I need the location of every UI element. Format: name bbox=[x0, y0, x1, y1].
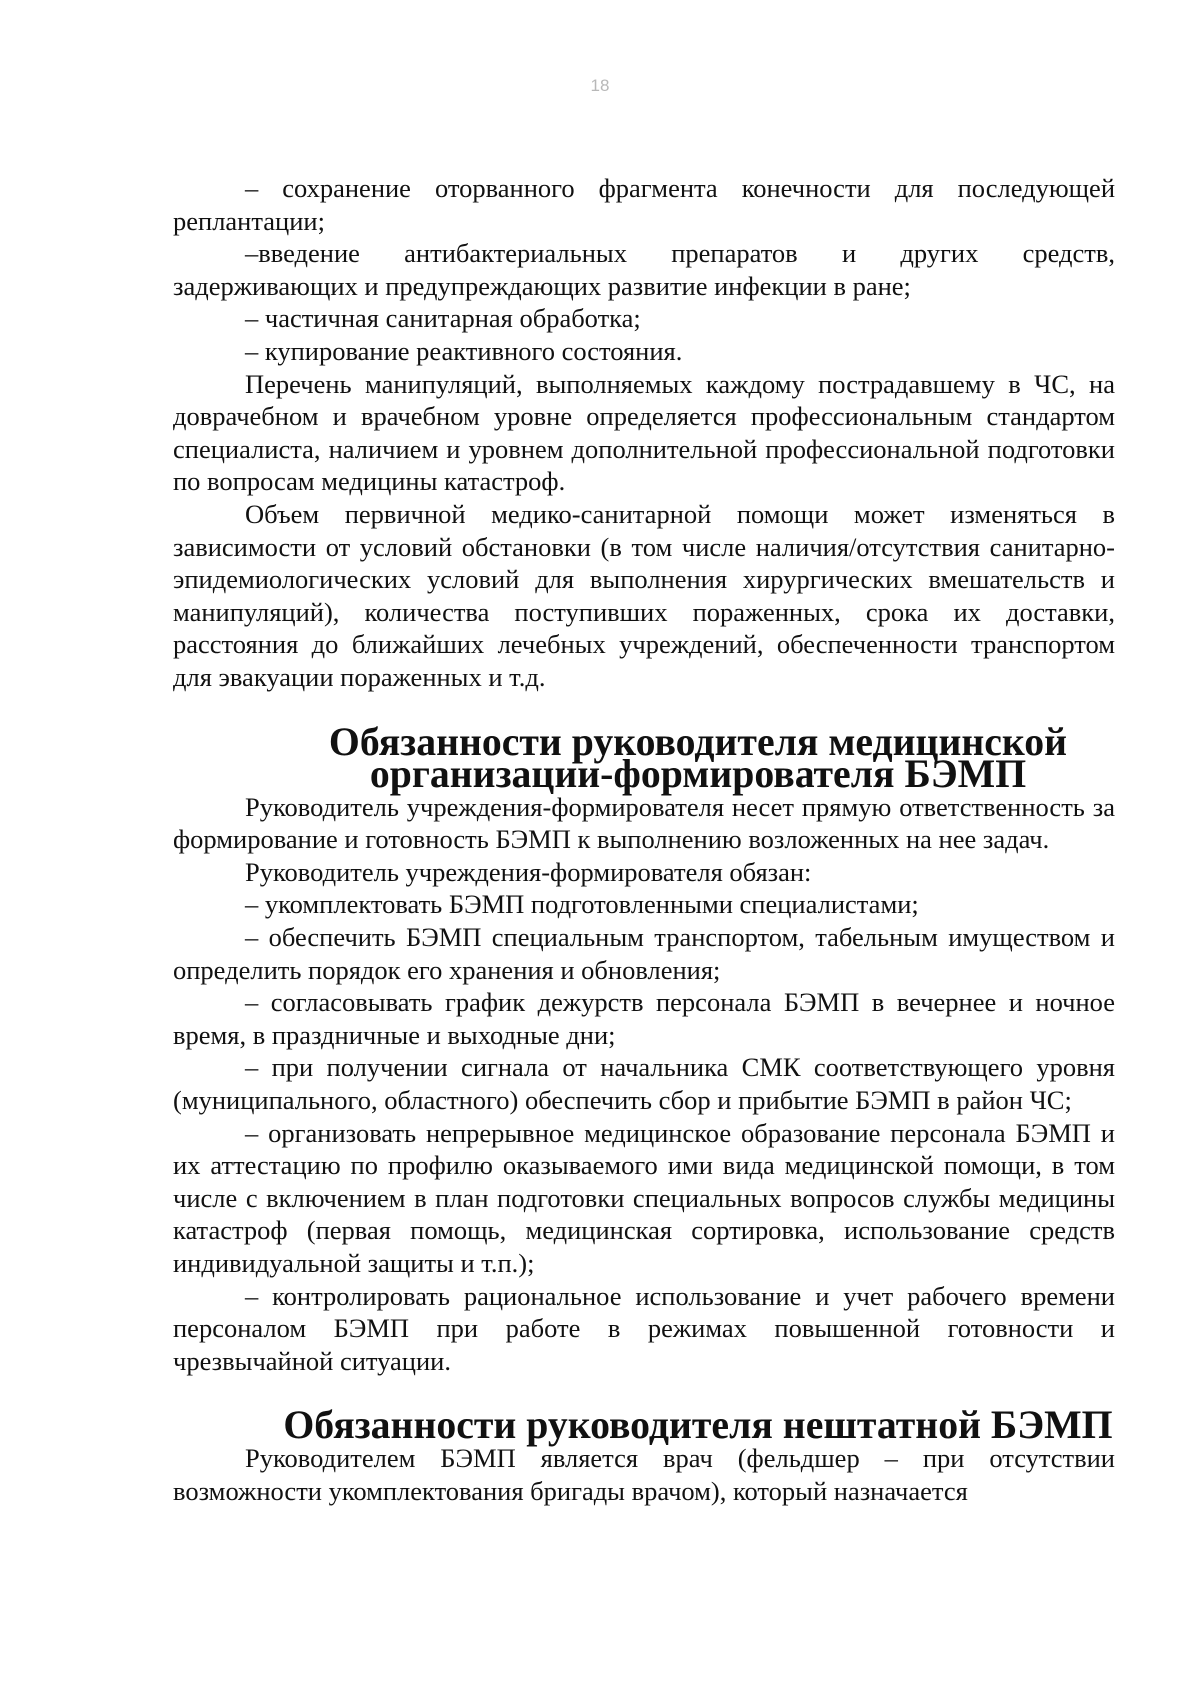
list-item-work-time: – контролировать рациональное использование и учет рабочего времени персоналом БЭМП при работе в режимах повышенной готовности и чрезвычайной ситуации. bbox=[173, 1280, 1115, 1376]
paragraph-reactive-state: – купирование реактивного состояния. bbox=[245, 335, 683, 366]
paragraph-manipulations-list: Перечень манипуляций, выполняемых каждому пострадавшему в ЧС, на доврачебном и врачебном уровне определяется профессиональным стандартом специалиста, наличием и уровнем дополнительной профессиональной подготовки по вопросам медицины катастроф. bbox=[173, 368, 1115, 497]
list-item-transport: – обеспечить БЭМП специальным транспортом, табельным имуществом и определить порядок его хранения и обновления; bbox=[173, 922, 1115, 985]
list-item-education: – организовать непрерывное медицинское образование персонала БЭМП и их аттестацию по профилю оказываемого ими вида медицинской помощи, в том числе с включением в план подготовки специальных вопросов службы медицины катастроф (первая помощь, медицинская сортировка, использование средств индивидуальной защиты и т.п.); bbox=[173, 1117, 1115, 1278]
paragraph-replantation: – сохранение оторванного фрагмента конечности для последующей реплантации; bbox=[173, 173, 1115, 236]
list-item-schedule: – согласовывать график дежурств персонала БЭМП в вечернее и ночное время, в праздничные и выходные дни; bbox=[173, 987, 1115, 1050]
list-item-signal: – при получении сигнала от начальника СМК соответствующего уровня (муниципального, областного) обеспечить сбор и прибытие БЭМП в район ЧС; bbox=[173, 1052, 1115, 1116]
heading-line-1: Обязанности руководителя медицинской bbox=[328, 719, 1068, 764]
paragraph-responsibility: Руководитель учреждения-формирователя несет прямую ответственность за формирование и готовность БЭМП к выполнению возложенных на нее задач. bbox=[173, 791, 1115, 855]
section-heading-organization-head bbox=[173, 719, 1115, 797]
section-heading-team-head: Обязанности руководителя нештатной БЭМП bbox=[283, 1403, 1113, 1448]
paragraph-antibacterial: –введение антибактериальных препаратов и других средств, задерживающих и предупреждающих развитие инфекции в ране; bbox=[173, 238, 1115, 301]
list-item-staffing: – укомплектовать БЭМП подготовленными специалистами; bbox=[245, 889, 919, 920]
heading-line-2: организации-формирователя БЭМП bbox=[369, 752, 1027, 797]
paragraph-team-head: Руководителем БЭМП является врач (фельдшер – при отсутствии возможности укомплектования бригады врачом), который назначается bbox=[173, 1442, 1115, 1506]
document-body bbox=[173, 172, 1115, 1507]
page-number: 18 bbox=[590, 76, 610, 95]
paragraph-obligations-intro: Руководитель учреждения-формирователя обязан: bbox=[245, 856, 812, 887]
paragraph-care-volume: Объем первичной медико-санитарной помощи может изменяться в зависимости от условий обстановки (в том числе наличия/отсутствия санитарно-эпидемиологических условий для выполнения хирургических вмешательств и манипуляций), количества поступивших пораженных, срока их доставки, расстояния до ближайших лечебных учреждений, обеспеченности транспортом для эвакуации пораженных и т.д. bbox=[173, 498, 1115, 692]
paragraph-sanitary: – частичная санитарная обработка; bbox=[245, 303, 641, 334]
